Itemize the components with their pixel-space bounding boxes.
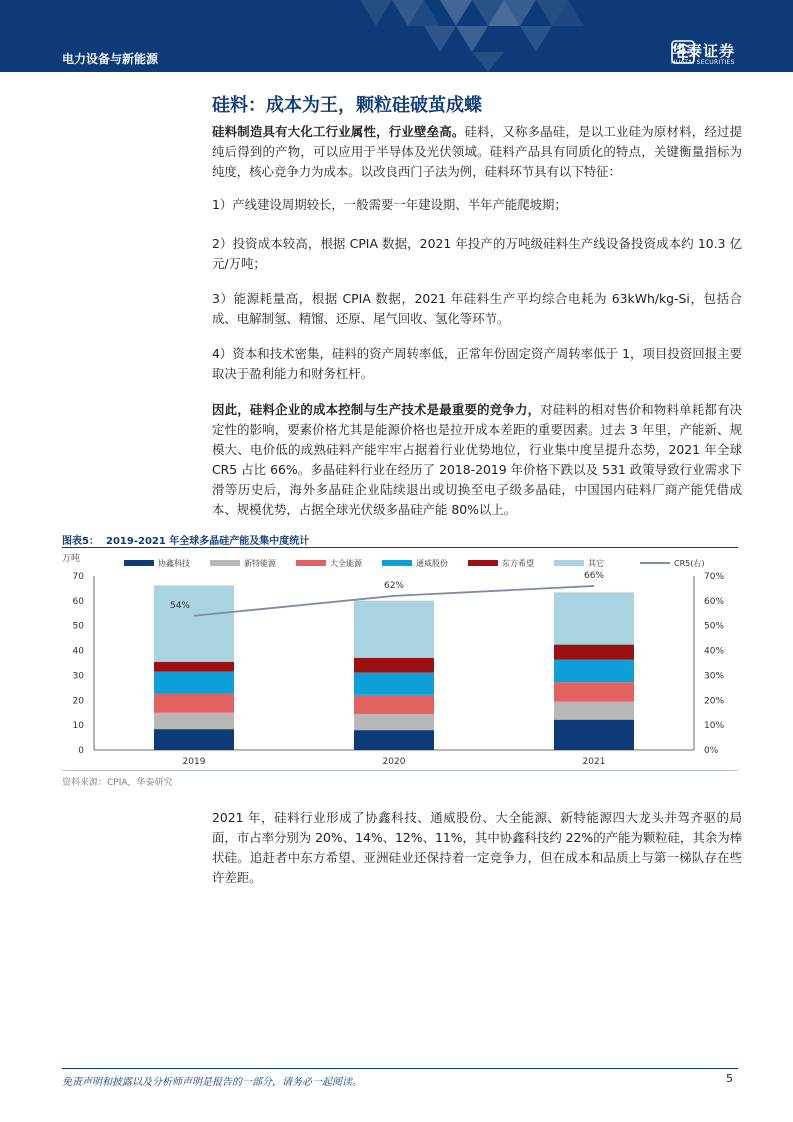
figure-title: 2019-2021 年全球多晶硅产能及集中度统计	[106, 536, 310, 547]
bar-segment	[154, 729, 234, 750]
report-section-label: 电力设备与新能源	[62, 52, 159, 66]
paragraph-point-4: 4）资本和技术密集，硅料的资产周转率低，正常年份固定资产周转率低于 1，项目投资回报主要取决于盈利能力和财务杠杆。	[212, 346, 742, 381]
paragraph-intro-bold: 硅料制造具有大化工行业属性，行业壁垒高。	[212, 124, 465, 139]
paragraph-point-3: 3）能源耗量高，根据 CPIA 数据，2021 年硅料生产平均综合电耗为 63kWh/kg-Si，包括合成、电解制氢、精馏、还原、尾气回收、氢化等环节。	[212, 291, 742, 326]
bar-segment	[354, 672, 434, 694]
y2-tick-label: 20%	[704, 696, 725, 707]
x-tick-label: 2021	[582, 757, 606, 767]
figure-header	[62, 528, 738, 548]
bar-segment	[154, 694, 234, 713]
y-tick-label: 40	[72, 646, 84, 657]
paragraph-conclusion	[212, 400, 742, 520]
capacity-chart	[58, 548, 738, 768]
bar-segment	[354, 730, 434, 750]
legend-label: 协鑫科技	[158, 559, 190, 568]
y2-tick-label: 10%	[704, 721, 725, 732]
huatai-logo-icon	[671, 40, 695, 64]
paragraph-intro	[212, 122, 742, 182]
bar-segment	[154, 662, 234, 672]
legend-swatch	[210, 560, 240, 566]
y-tick-label: 60	[72, 596, 84, 607]
figure-number: 图表5：	[62, 536, 99, 547]
bar-segment	[554, 720, 634, 750]
y-tick-label: 10	[72, 721, 84, 732]
brand-logo	[671, 40, 735, 70]
disclaimer-text: 免责声明和披露以及分析师声明是报告的一部分，请务必一起阅读。	[62, 1077, 362, 1088]
legend-label: 通威股份	[416, 559, 448, 568]
paragraph-point-1: 1）产线建设周期较长，一般需要一年建设期、半年产能爬坡期；	[212, 197, 567, 212]
y2-tick-label: 70%	[704, 572, 725, 582]
bar-segment	[154, 671, 234, 693]
paragraph-point-2: 2）投资成本较高，根据 CPIA 数据，2021 年投产的万吨级硅料生产线设备投资成本约 10.3 亿元/万吨；	[212, 236, 742, 271]
legend-label: 东方希望	[502, 559, 534, 568]
bar-segment	[354, 714, 434, 730]
footer-rule	[62, 1068, 738, 1069]
cr5-data-label: 54%	[169, 600, 191, 611]
bar-segment	[554, 682, 634, 701]
legend-swatch	[296, 560, 326, 566]
y-tick-label: 0	[78, 746, 84, 756]
brand-name-en: HUATAI SECURITIES	[670, 59, 735, 66]
paragraph-intro-text: 硅料，又称多晶硅，是以工业硅为原材料，经过提纯后得到的产物，可以应用于半导体及光伏领域。硅料产品具有同质化的特点，关键衡量指标为纯度，核心竞争力为成本。以改良西门子法为例，硅料环节具有以下特征：	[212, 124, 743, 179]
legend-label: 新特能源	[244, 559, 276, 568]
bar-segment	[354, 601, 434, 658]
y2-tick-label: 30%	[704, 671, 725, 682]
paragraph-conclusion-text: 对硅料的相对售价和物料单耗都有决定性的影响，要素价格尤其是能源价格也是拉开成本差距的重要因素。过去 3 年里，产能新、规模大、电价低的成熟硅料产能牢牢占据着行业优势地位，行业集中度呈提升态势，2021 年全球 CR5 占比 66%。多晶硅料行业在经历了 2018-2019 年价格下跌以及 531 政策导致行业需求下滑等历史后，海外多晶硅企业陆续退出或切换至电子级多晶硅，中国国内硅料厂商产能凭借成本、规模优势，占据全球光伏级多晶硅产能 80%以上。	[212, 402, 743, 517]
page-number: 5	[726, 1072, 733, 1085]
y-tick-label: 30	[72, 671, 84, 682]
bar-segment	[354, 695, 434, 714]
cr5-data-label: 62%	[383, 580, 405, 591]
legend-swatch	[554, 560, 584, 566]
y-axis-unit-label: 万吨	[62, 554, 81, 564]
y2-tick-label: 40%	[704, 646, 725, 657]
y-tick-label: 50	[72, 621, 84, 632]
legend-label: CR5(右)	[674, 559, 705, 568]
y-tick-label: 70	[72, 572, 84, 582]
bar-segment	[554, 592, 634, 644]
y-tick-label: 20	[72, 696, 84, 707]
x-tick-label: 2019	[182, 757, 206, 767]
paragraph-conclusion-bold: 因此，硅料企业的成本控制与生产技术是最重要的竞争力，	[212, 402, 541, 417]
y2-tick-label: 0%	[704, 746, 719, 756]
legend-swatch	[382, 560, 412, 566]
legend-label: 其它	[588, 559, 604, 568]
y2-tick-label: 50%	[704, 621, 725, 632]
legend-label: 大全能源	[330, 559, 362, 568]
bar-segment	[354, 658, 434, 673]
header-band	[0, 0, 793, 72]
paragraph-market-share: 2021 年，硅料行业形成了协鑫科技、通威股份、大全能源、新特能源四大龙头并驾齐驱的局面，市占率分别为 20%、14%、12%、11%，其中协鑫科技约 22%的产能为颗粒硅，其余为棒状硅。追赶者中东方希望、亚洲硅业还保持着一定竞争力，但在成本和品质上与第一梯队存在些许差距。	[212, 810, 742, 885]
brand-name-cn: 华泰证券	[670, 42, 735, 60]
bar-segment	[154, 585, 234, 661]
x-tick-label: 2020	[382, 757, 406, 767]
y2-tick-label: 60%	[704, 596, 725, 607]
figure-footer-rule	[62, 770, 738, 771]
legend-swatch	[468, 560, 498, 566]
page-title: 硅料：成本为王，颗粒硅破茧成蝶	[212, 95, 482, 116]
bar-segment	[554, 702, 634, 720]
bar-segment	[154, 713, 234, 729]
bar-segment	[554, 660, 634, 683]
cr5-data-label: 66%	[583, 570, 605, 581]
legend-swatch	[124, 560, 154, 566]
bar-segment	[554, 645, 634, 660]
figure-source: 资料来源：CPIA，华泰研究	[62, 778, 173, 788]
